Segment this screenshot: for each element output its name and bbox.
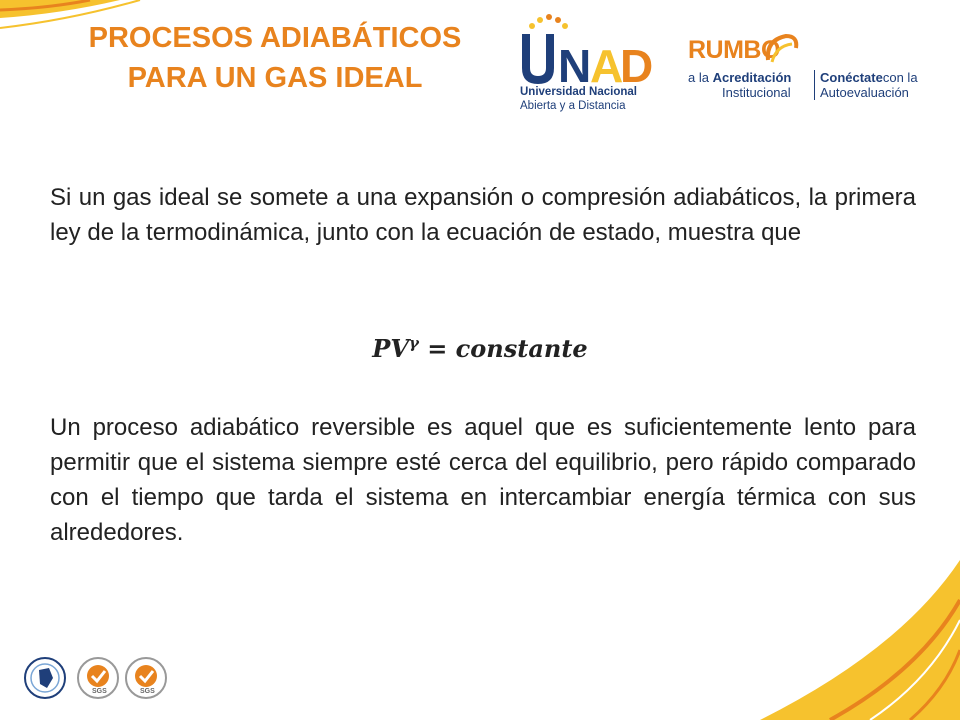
seal-3-label: SGS [140, 688, 155, 695]
rumbo-line-1 [688, 70, 791, 85]
svg-text:A: A [590, 40, 624, 92]
rumbo-line-3-rest: con la [882, 70, 918, 85]
slide-title [40, 18, 510, 98]
rumbo-line-3-bold: Conéctate [820, 70, 883, 85]
svg-text:N: N [558, 40, 592, 92]
rumbo-line-2: Institucional [722, 85, 791, 100]
unad-name-line-1: Universidad Nacional [520, 86, 637, 98]
rumbo-line-4: Autoevaluación [820, 85, 909, 100]
svg-text:D: D [620, 40, 654, 92]
rumbo-line-3 [820, 70, 918, 85]
title-line-1: PROCESOS ADIABÁTICOS [88, 22, 462, 54]
rumbo-wordmark: RUMBO [688, 36, 780, 64]
unad-logo [518, 14, 658, 124]
seal-2-label: SGS [92, 688, 107, 695]
paragraph-2: Un proceso adiabático reversible es aquel que es suficientemente lento para permitir que el sistema siempre esté cerca del equilibrio, pero rápido comparado con el tiempo que tarda el sistema en intercambiar energía térmica con sus alrededores. [50, 414, 916, 546]
rumbo-logo [678, 28, 940, 108]
unad-name-line-2: Abierta y a Distancia [520, 100, 626, 112]
rumbo-line-1-bold: Acreditación [712, 70, 792, 85]
paragraph-1: Si un gas ideal se somete a una expansión o compresión adiabáticos, la primera ley de la termodinámica, junto con la ecuación de estado, muestra que [50, 184, 916, 246]
rumbo-swirl-icon [762, 30, 802, 70]
rumbo-divider [814, 70, 815, 100]
title-line-2: PARA UN GAS IDEAL [127, 62, 423, 94]
adiabatic-equation [0, 334, 960, 363]
unad-wordmark-icon [518, 14, 658, 94]
colombia-seal-icon [23, 656, 67, 700]
equation-base: PV [372, 334, 409, 363]
rumbo-line-1-prefix: a la [688, 70, 713, 85]
equation-exponent: γ [408, 334, 419, 352]
equation-rhs: = constante [418, 334, 588, 363]
